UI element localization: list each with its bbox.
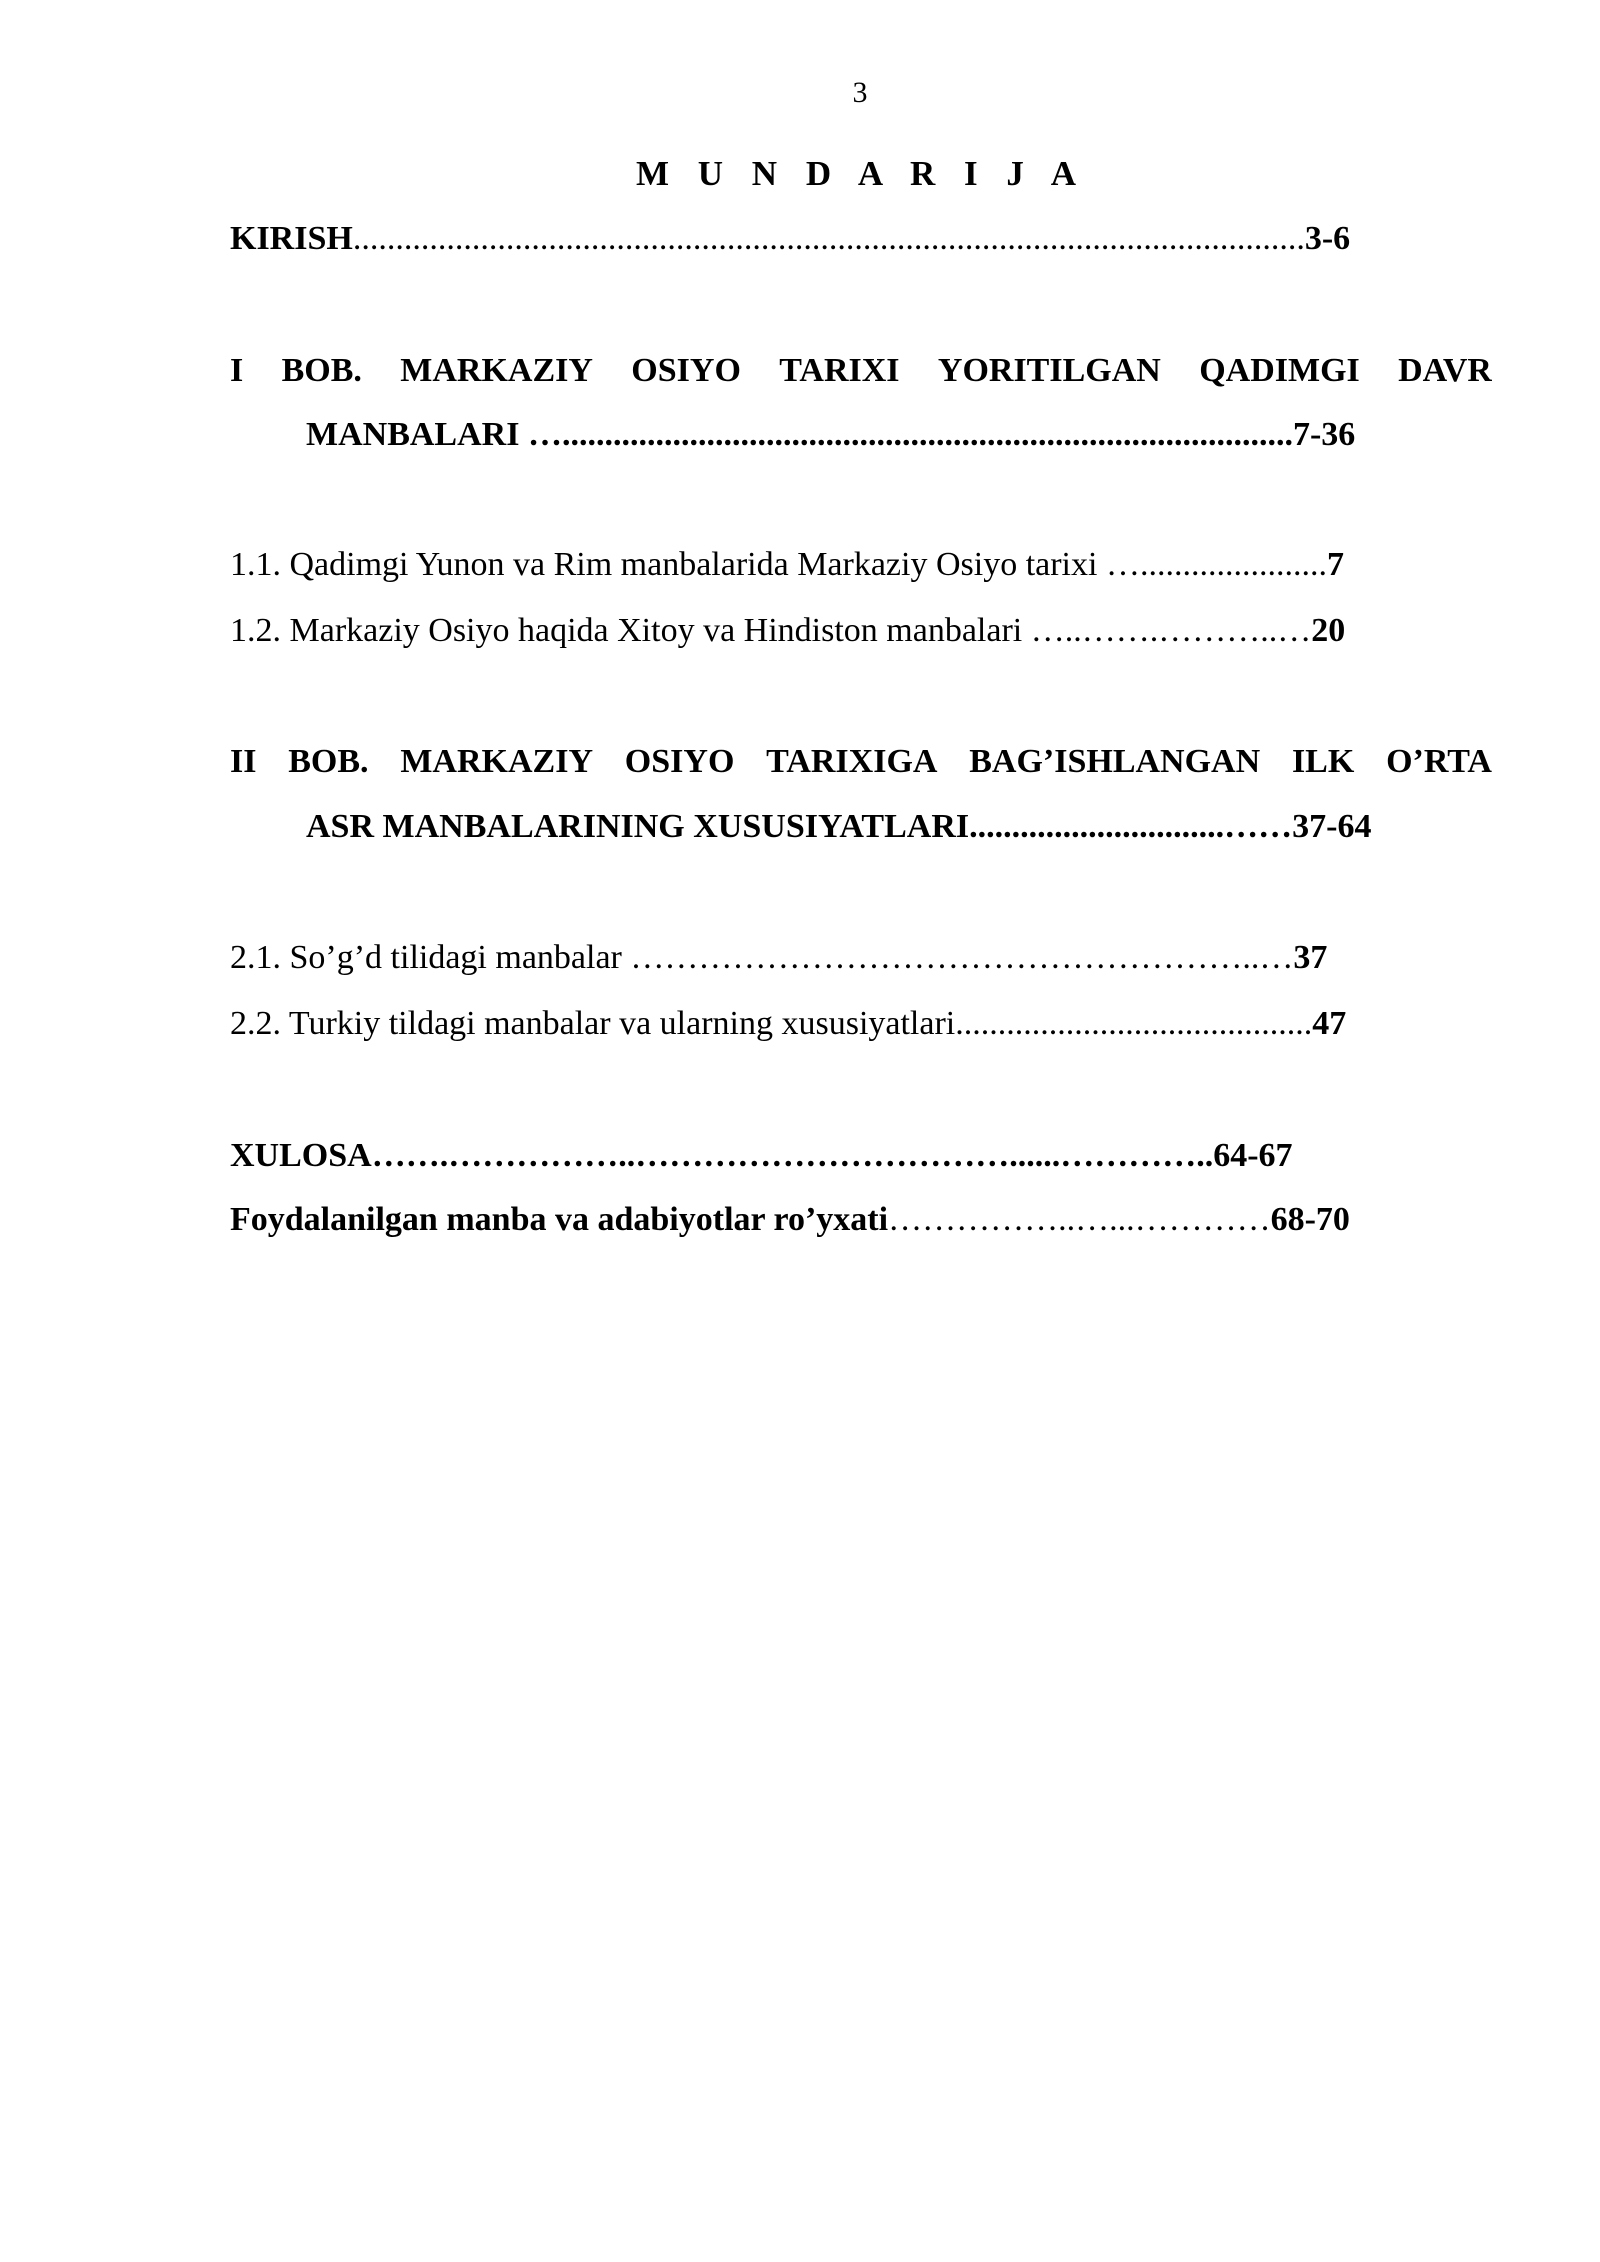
toc-label: 1.2. Markaziy Osiyo haqida Xitoy va Hindiston manbalari xyxy=(230,612,1031,649)
toc-page: 47 xyxy=(1312,1005,1347,1042)
toc-leader: ……………..…...………… xyxy=(888,1201,1271,1238)
toc-word: OSIYO xyxy=(631,352,741,389)
toc-word: QADIMGI xyxy=(1199,352,1360,389)
toc-label: 1.1. Qadimgi Yunon va Rim manbalarida Markaziy Osiyo tarixi xyxy=(230,546,1106,583)
toc-word: II xyxy=(230,743,257,780)
toc-word: TARIXIGA xyxy=(766,743,938,780)
toc-word: BOB. xyxy=(281,352,362,389)
toc-label: KIRISH xyxy=(230,220,353,257)
page-number: 3 xyxy=(852,76,868,109)
toc-entry-section-1-2[interactable] xyxy=(230,611,1345,651)
toc-label: XULOSA xyxy=(230,1137,372,1174)
toc-label: 2.1. So’g’d tilidagi manbalar xyxy=(230,939,631,976)
toc-entry-section-2-1[interactable] xyxy=(230,938,1327,978)
toc-leader: ………………………………………………..… xyxy=(630,939,1294,976)
toc-word: DAVR xyxy=(1398,352,1492,389)
toc-entry-chapter2-line1[interactable] xyxy=(230,742,1492,782)
toc-page: 20 xyxy=(1311,612,1346,649)
toc-leader: …...................... xyxy=(1105,546,1327,583)
toc-leader: ..............................…… xyxy=(969,808,1293,845)
toc-leader: …...................................................................................... xyxy=(519,416,1293,453)
toc-page: 64-67 xyxy=(1213,1137,1293,1174)
toc-page: 7 xyxy=(1326,546,1344,583)
toc-word: I xyxy=(230,352,244,389)
toc-entry-chapter1-line2[interactable] xyxy=(306,415,1355,455)
toc-word: MARKAZIY xyxy=(400,352,593,389)
toc-word: TARIXI xyxy=(779,352,900,389)
toc-entry-references[interactable] xyxy=(230,1200,1350,1240)
toc-leader: ................................................................................................................ xyxy=(352,220,1305,257)
toc-page: 3-6 xyxy=(1304,220,1351,257)
toc-entry-chapter2-line2[interactable] xyxy=(306,807,1371,847)
toc-word: BOB. xyxy=(288,743,369,780)
toc-entry-kirish[interactable] xyxy=(230,219,1350,259)
toc-leader: .......................................... xyxy=(955,1005,1313,1042)
toc-word: OSIYO xyxy=(624,743,735,780)
toc-page: 37 xyxy=(1293,939,1328,976)
toc-label: MANBALARI xyxy=(306,416,520,453)
toc-entry-xulosa[interactable] xyxy=(230,1136,1293,1176)
toc-entry-chapter1-line1[interactable] xyxy=(230,351,1492,391)
toc-leader: …..…….………..… xyxy=(1030,612,1312,649)
toc-word: YORITILGAN xyxy=(937,352,1161,389)
toc-entry-section-2-2[interactable] xyxy=(230,1004,1346,1044)
toc-page: 37-64 xyxy=(1292,808,1372,845)
toc-entry-section-1-1[interactable] xyxy=(230,545,1344,585)
toc-word: ILK xyxy=(1291,743,1355,780)
toc-page: 7-36 xyxy=(1292,416,1356,453)
toc-word: O’RTA xyxy=(1386,743,1492,780)
toc-title: M U N D A R I J A xyxy=(635,154,1087,193)
toc-label: ASR MANBALARINING XUSUSIYATLARI xyxy=(306,808,970,845)
toc-leader: …….……………..……………………………......………….. xyxy=(371,1137,1214,1174)
toc-label: Foydalanilgan manba va adabiyotlar ro’yxati xyxy=(230,1201,889,1238)
toc-word: MARKAZIY xyxy=(400,743,594,780)
toc-page: 68-70 xyxy=(1270,1201,1350,1238)
toc-word: BAG’ISHLANGAN xyxy=(969,743,1261,780)
toc-label: 2.2. Turkiy tildagi manbalar va ularning xususiyatlari xyxy=(230,1005,956,1042)
